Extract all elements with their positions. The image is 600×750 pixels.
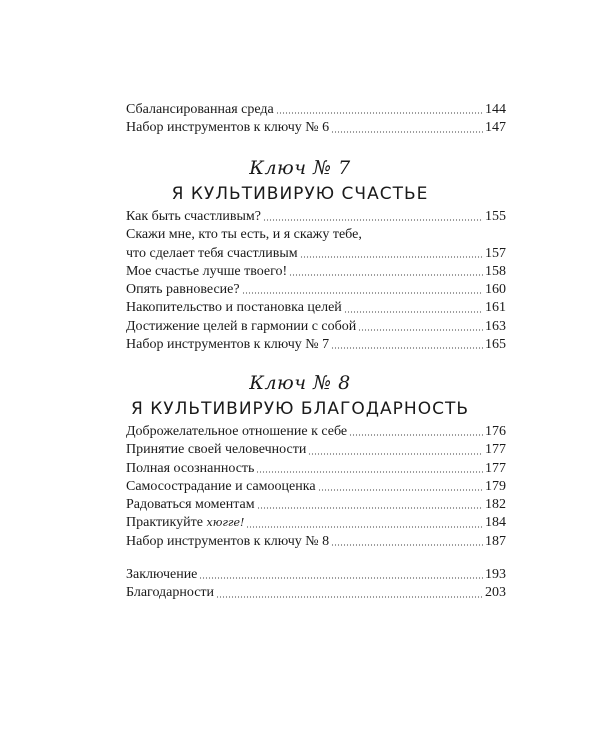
- toc-entry-title: Радоваться моментам: [126, 497, 255, 513]
- toc-entry[interactable]: [126, 441, 506, 459]
- toc-entry-page: 161: [485, 300, 506, 316]
- toc-section-key8: [126, 423, 506, 551]
- toc-entry-title-line1[interactable]: Скажи мне, кто ты есть, и я скажу тебе,: [126, 227, 362, 243]
- toc-entry-title: Полная осознанность: [126, 460, 255, 476]
- toc-entry-page: 158: [485, 263, 506, 279]
- toc-entry-title: Благодарности: [126, 585, 215, 601]
- dot-leader: [199, 577, 483, 579]
- dot-leader: [263, 219, 483, 221]
- toc-entry-title: [126, 514, 244, 532]
- dot-leader: [318, 489, 483, 491]
- toc-entry-page: 184: [485, 515, 506, 531]
- toc-entry-title: Самосострадание и самооценка: [126, 478, 316, 494]
- toc-entry-title: Накопительство и постановка целей: [126, 300, 342, 316]
- toc-entry-title: Достижение целей в гармонии с собой: [126, 318, 357, 334]
- toc-entry-page: 203: [485, 585, 506, 601]
- dot-leader: [276, 112, 483, 114]
- toc-entry[interactable]: [126, 263, 506, 281]
- toc-entry[interactable]: [126, 208, 506, 226]
- key7-subheading: Я КУЛЬТИВИРУЮ СЧАСТЬЕ: [171, 184, 429, 204]
- toc-entry-title: Набор инструментов к ключу № 7: [126, 337, 330, 353]
- toc-entry-title: Сбалансированная среда: [126, 102, 274, 117]
- toc-entry-page: 147: [485, 120, 506, 136]
- toc-entry-title: Набор инструментов к ключу № 6: [126, 120, 330, 136]
- dot-leader: [349, 434, 483, 436]
- toc-entry[interactable]: [126, 336, 506, 354]
- toc-entry-page: 182: [485, 497, 506, 513]
- dot-leader: [331, 347, 483, 349]
- toc-entry-title: Опять равновесие?: [126, 282, 240, 298]
- toc-entry-page: 187: [485, 533, 506, 549]
- toc-entry[interactable]: [126, 514, 506, 532]
- toc-entry-title: Мое счастье лучше твоего!: [126, 263, 288, 279]
- toc-entry-title: Заключение: [126, 567, 198, 582]
- dot-leader: [242, 292, 483, 294]
- toc-entry[interactable]: [126, 584, 506, 602]
- toc-entry-page: 176: [485, 424, 506, 439]
- toc-entry[interactable]: [126, 566, 506, 584]
- toc-section-end: [126, 566, 506, 603]
- toc-entry[interactable]: [126, 318, 506, 336]
- toc-entry-page: 157: [485, 245, 506, 261]
- toc-entry-page: 155: [485, 209, 506, 224]
- toc-entry[interactable]: [126, 423, 506, 441]
- dot-leader: [331, 131, 483, 133]
- toc-entry-title: Принятие своей человечности: [126, 442, 307, 458]
- dot-leader: [289, 274, 483, 276]
- toc-entry-title-italic: хюгге!: [206, 516, 245, 530]
- toc-entry-title: что сделает тебя счастливым: [126, 245, 298, 261]
- toc-entry-title: Как быть счастливым?: [126, 209, 261, 224]
- dot-leader: [246, 526, 483, 528]
- dot-leader: [344, 311, 483, 313]
- toc-entry[interactable]: [126, 496, 506, 514]
- dot-leader: [300, 256, 483, 258]
- toc-entry[interactable]: [126, 460, 506, 478]
- toc-entry[interactable]: [126, 101, 506, 119]
- toc-entry[interactable]: [126, 533, 506, 551]
- toc-entry[interactable]: [126, 478, 506, 496]
- toc-entry-page: 165: [485, 337, 506, 353]
- toc-entry-page: 160: [485, 282, 506, 298]
- toc-entry-page: 193: [485, 567, 506, 582]
- toc-entry-page: 177: [485, 460, 506, 476]
- toc-entry-page: 144: [485, 102, 506, 117]
- dot-leader: [256, 471, 483, 473]
- toc-entry[interactable]: [126, 299, 506, 317]
- toc-section-key7: [126, 208, 506, 354]
- key7-heading: Ключ № 7: [249, 157, 351, 179]
- dot-leader: [216, 596, 483, 598]
- toc-section-top: [126, 101, 506, 138]
- dot-leader: [308, 453, 483, 455]
- toc-entry[interactable]: [126, 245, 506, 263]
- toc-entry-page: 177: [485, 442, 506, 458]
- dot-leader: [358, 329, 483, 331]
- toc-entry-page: 179: [485, 478, 506, 494]
- dot-leader: [257, 507, 483, 509]
- key8-subheading: Я КУЛЬТИВИРУЮ БЛАГОДАРНОСТЬ: [130, 399, 469, 419]
- toc-entry-title-main: Практикуйте: [126, 515, 203, 531]
- toc-entry-title: Набор инструментов к ключу № 8: [126, 533, 330, 549]
- dot-leader: [331, 544, 483, 546]
- toc-entry-page: 163: [485, 318, 506, 334]
- toc-entry[interactable]: [126, 281, 506, 299]
- key8-heading: Ключ № 8: [249, 372, 351, 394]
- toc-entry-title: Доброжелательное отношение к себе: [126, 424, 348, 439]
- toc-entry[interactable]: [126, 119, 506, 137]
